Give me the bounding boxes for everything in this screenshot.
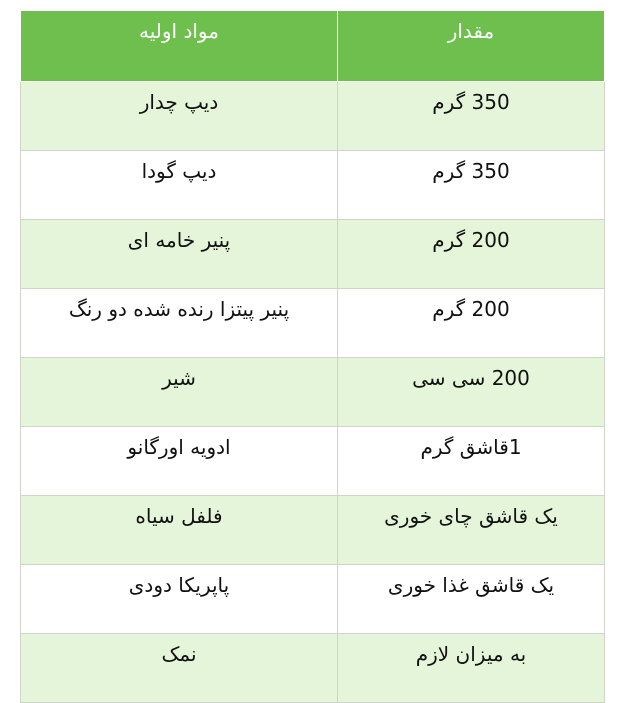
header-amount: مقدار [338,11,605,82]
ingredient-cell: نمک [21,634,338,703]
amount-cell: 200 گرم [338,289,605,358]
ingredients-table [20,10,605,703]
header-ingredient: مواد اولیه [21,11,338,82]
table-row [21,358,605,427]
ingredient-cell: پنیر پیتزا رنده شده دو رنگ [21,289,338,358]
ingredient-cell: ادویه اورگانو [21,427,338,496]
table-row [21,220,605,289]
table-row [21,151,605,220]
table-row [21,565,605,634]
table-header-row [21,11,605,82]
amount-cell: 1قاشق گرم [338,427,605,496]
table-row [21,634,605,703]
amount-cell: یک قاشق چای خوری [338,496,605,565]
amount-cell: 200 سی سی [338,358,605,427]
amount-cell: 200 گرم [338,220,605,289]
amount-cell: به میزان لازم [338,634,605,703]
table-row [21,82,605,151]
table-row [21,289,605,358]
ingredient-cell: پنیر خامه ای [21,220,338,289]
amount-cell: 350 گرم [338,82,605,151]
amount-cell: 350 گرم [338,151,605,220]
ingredient-cell: شیر [21,358,338,427]
amount-cell: یک قاشق غذا خوری [338,565,605,634]
ingredients-table-container [20,10,604,703]
table-row [21,496,605,565]
table-row [21,427,605,496]
ingredient-cell: دیپ چدار [21,82,338,151]
ingredient-cell: فلفل سیاه [21,496,338,565]
ingredient-cell: دیپ گودا [21,151,338,220]
ingredient-cell: پاپریکا دودی [21,565,338,634]
